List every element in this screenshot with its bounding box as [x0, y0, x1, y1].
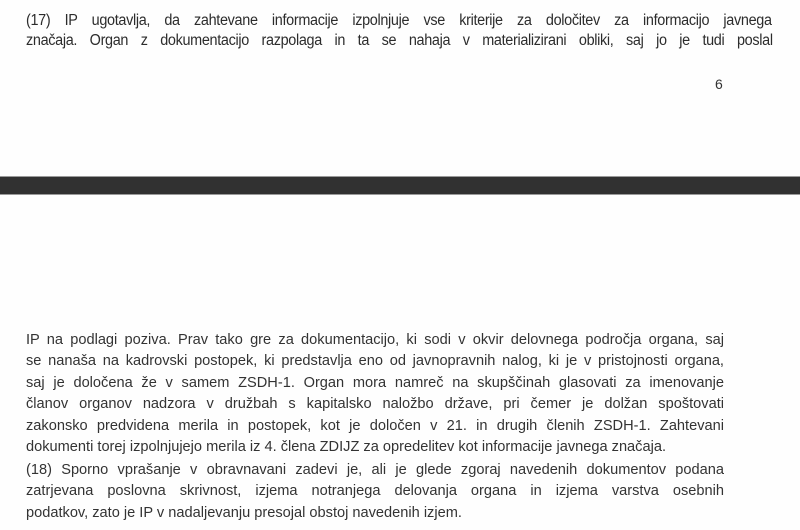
- page-break-separator: [0, 176, 800, 195]
- paragraph-line: se nanaša na kadrovski postopek, ki predstavlja eno od javnopravnih nalog, ki je v pristojnosti organa,: [26, 353, 724, 370]
- paragraph-17: [26, 11, 773, 51]
- paragraph-line: zakonsko predvidena merila in postopek, kot je določen v 21. in drugih členih ZSDH-1. Zahtevani: [26, 417, 724, 434]
- paragraph-line: zatrjevana poslovna skrivnost, izjema notranjega delovanja organa in izjema varstva osebnih: [26, 483, 724, 500]
- paragraph-line: podatkov, zato je IP v nadaljevanju presojal obstoj navedenih izjem.: [26, 504, 462, 521]
- paragraph-18: [26, 460, 724, 524]
- paragraph-line: IP na podlagi poziva. Prav tako gre za dokumentacijo, ki sodi v okvir delovnega področja organa, saj: [26, 332, 724, 348]
- paragraph-17-line-2: značaja. Organ z dokumentacijo razpolaga in ta se nahaja v materializirani obliki, saj jo je tudi poslal: [26, 32, 773, 49]
- paragraph-line: saj je določena že v samem ZSDH-1. Organ mora namreč na skupščinah glasovati za imenovanje: [26, 374, 724, 391]
- paragraph-17-line-1: (17) IP ugotavlja, da zahtevane informacije izpolnjuje vse kriterije za določitev za informacijo javnega: [26, 12, 772, 29]
- paragraph-continued: [26, 330, 724, 458]
- paragraph-line: dokumenti torej izpolnjujejo merila iz 4. člena ZDIJZ za opredelitev kot informacije javnega značaja.: [26, 439, 667, 456]
- upper-document-page: [0, 0, 800, 176]
- paragraph-line: članov organov nadzora v družbah s kapitalsko naložbo države, pri čemer je dolžan spoštovati: [26, 396, 724, 413]
- page-number: 6: [715, 76, 723, 92]
- paragraph-line: (18) Sporno vprašanje v obravnavani zadevi je, ali je glede zgoraj navedenih dokumentov podana: [26, 462, 724, 478]
